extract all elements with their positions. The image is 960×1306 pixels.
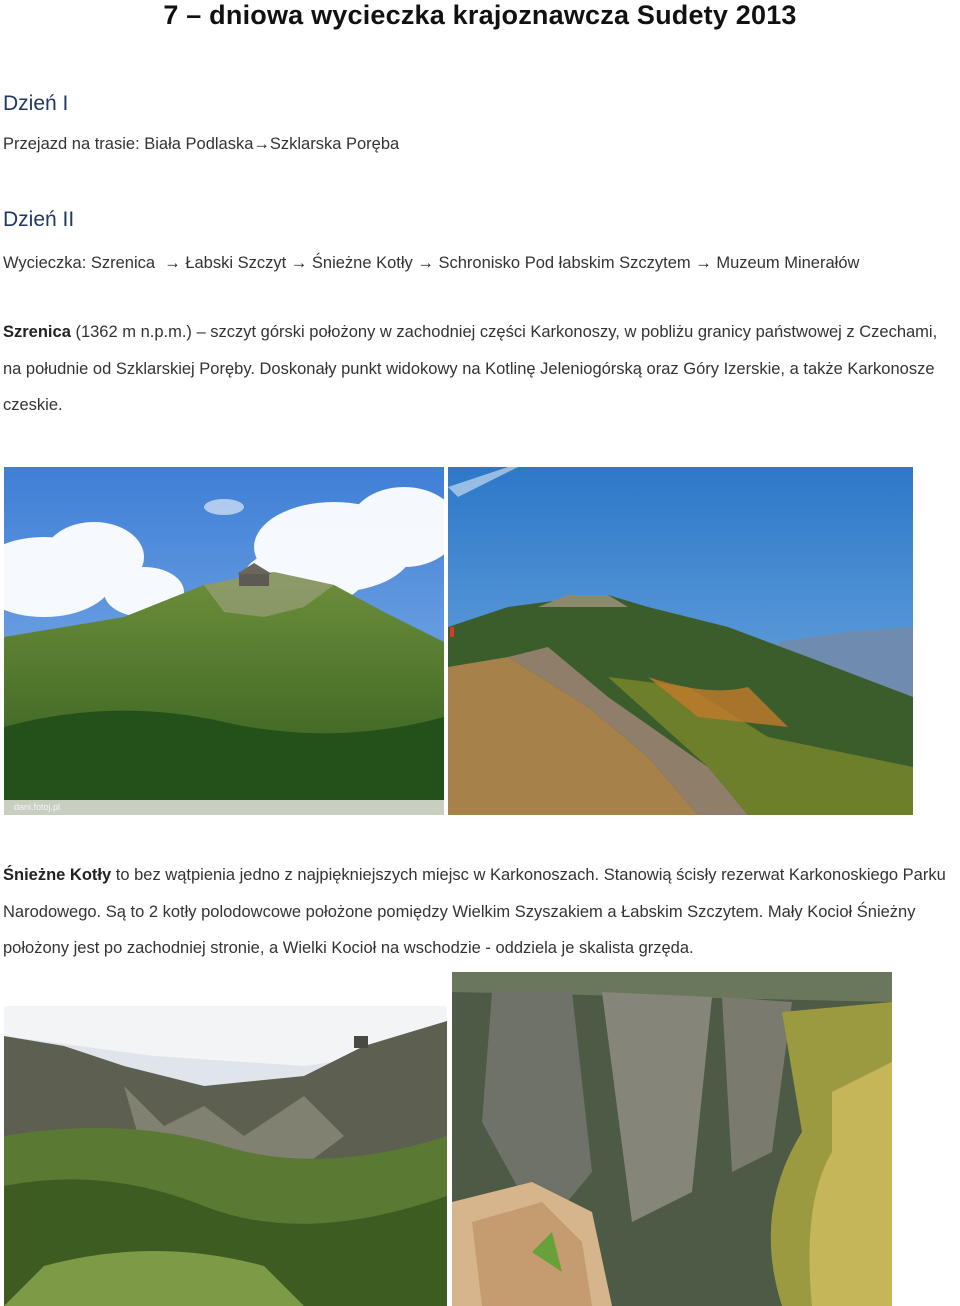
day2-stop: Śnieżne Kotły: [311, 254, 413, 272]
day2-stop: Muzeum Minerałów: [716, 254, 860, 272]
szrenica-photo-right: [448, 467, 913, 815]
arrow-right-icon: →: [290, 254, 308, 272]
szrenica-text: (1362 m n.p.m.) – szczyt górski położony w zachodniej części Karkonoszy, w pobliżu granicy państwowej z Czechami, na południe od Szklarskiej Poręby. Doskonały punkt widokowy na Kotlinę Jeleniogórską oraz Góry Izerskie, a także Karkonosze czeskie.: [3, 323, 938, 414]
kotly-name: Śnieżne Kotły: [3, 866, 112, 884]
day2-stop: Łabski Szczyt: [185, 254, 287, 272]
kotly-photo-right: [452, 972, 892, 1306]
photo-watermark: dani.fotoj.pl: [14, 802, 61, 812]
kotly-photo-left: [4, 1006, 447, 1306]
szrenica-paragraph: [3, 314, 958, 424]
arrow-right-icon: →: [253, 135, 270, 153]
kotly-text: to bez wątpienia jedno z najpiękniejszych miejsc w Karkonoszach. Stanowią ścisły rezerwat Karkonoskiego Parku Narodowego. Są to 2 kotły polodowcowe położone pomiędzy Wielkim Szyszakiem a Łabskim Szczytem. Mały Kocioł Śnieżny położony jest po zachodniej stronie, a Wielki Kocioł na wschodzie - oddziela je skalista grzęda.: [3, 866, 946, 957]
arrow-right-icon: →: [417, 254, 434, 272]
arrow-right-icon: →: [164, 254, 181, 272]
page-title: 7 – dniowa wycieczka krajoznawcza Sudety 2013: [163, 0, 797, 30]
szrenica-name: Szrenica: [3, 323, 71, 341]
day1-route-dest: Szklarska Poręba: [269, 135, 400, 153]
arrow-right-icon: →: [695, 254, 712, 272]
szrenica-photo-left: [4, 467, 444, 815]
day2-stop: Schronisko Pod łabskim Szczytem: [438, 254, 691, 272]
day2-route: [3, 252, 859, 274]
day2-route-prefix: Wycieczka: Szrenica: [3, 254, 156, 272]
day1-heading: Dzień I: [3, 92, 69, 115]
day1-route-prefix: Przejazd na trasie: Biała Podlaska: [3, 135, 254, 153]
day2-heading: Dzień II: [3, 208, 75, 231]
kotly-paragraph: [3, 857, 958, 967]
day1-route: [3, 133, 399, 155]
